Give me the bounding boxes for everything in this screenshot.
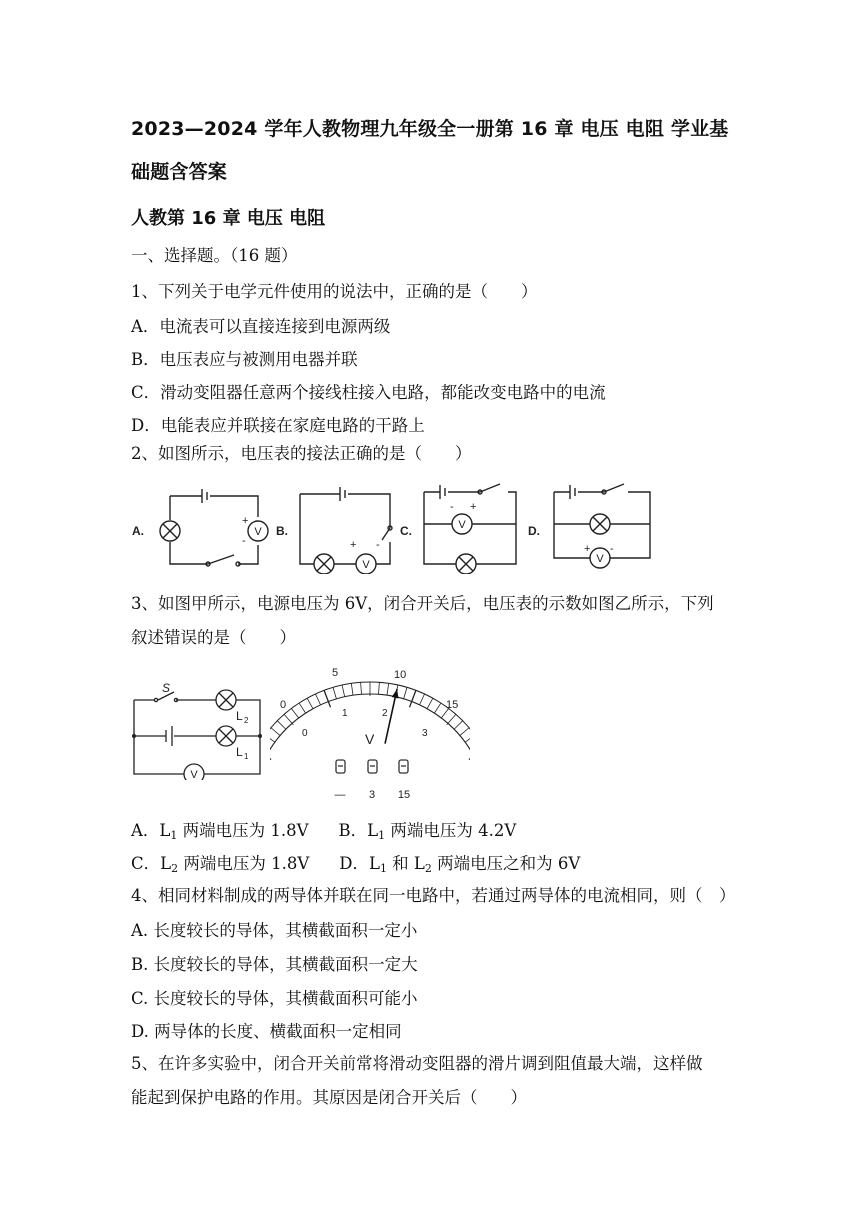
lamp-l1-subscript: 1 [244, 752, 249, 761]
question-5-stem-line2: 能起到保护电路的作用。其原因是闭合开关后（ ） [131, 1088, 527, 1107]
dial-tick [387, 683, 389, 695]
dial-outer-label-0: 0 [280, 699, 287, 711]
lamp-l1-label: L [236, 745, 243, 759]
question-4-option-a: A. 长度较长的导体，其横截面积一定小 [131, 921, 418, 940]
circuit-c [424, 484, 516, 574]
dial-inner-label-0: 0 [302, 728, 308, 739]
question-3-option-a: A．$L_1$ 两端电压为 1.8V [131, 821, 309, 842]
dial-inner-label-3: 3 [422, 728, 428, 739]
meter-c-plus: + [470, 501, 477, 513]
dial-tick [379, 682, 380, 694]
dial-tick [454, 721, 463, 729]
circuit-a [160, 489, 268, 566]
question-1-option-b: B．电压表应与被测用电器并联 [131, 350, 358, 369]
dial-outer-label-5: 5 [332, 667, 339, 679]
dial-scale-arc [270, 694, 470, 757]
dial-tick [291, 708, 298, 718]
lamp-l2-subscript: 2 [244, 716, 249, 725]
meter-d-symbol: V [596, 553, 604, 565]
meter-a-plus: + [242, 515, 249, 527]
dial-tick [315, 694, 320, 705]
question-3-stem-line2: 叙述错误的是（ ） [131, 628, 296, 647]
question-2-stem: 2、如图所示，电压表的接法正确的是（ ） [131, 444, 472, 463]
dial-meter-letter: V [365, 731, 375, 747]
dial-tick [460, 728, 469, 736]
question-4-option-c: C. 长度较长的导体，其横截面积可能小 [131, 989, 418, 1008]
meter-a-minus: - [242, 535, 246, 547]
meter-c-symbol: V [458, 519, 466, 531]
question-3-options-row2 [131, 853, 580, 880]
dial-tick [284, 714, 293, 725]
dial-tick [410, 690, 416, 707]
question-3-options-row1 [131, 820, 516, 847]
meter-b-minus: - [376, 539, 380, 551]
terminal-3v: 3 [368, 789, 376, 801]
question-3-option-d: D．$L_1$ 和 $L_2$ 两端电压之和为 6V [339, 854, 581, 875]
question-3-stem-line1: 3、如图甲所示，电源电压为 6V，闭合开关后，电压表的示数如图乙所示，下列 [131, 594, 714, 613]
dial-tick [427, 698, 433, 709]
question-4-stem: 4、相同材料制成的两导体并联在同一电路中，若通过两导体的电流相同，则（ ） [131, 886, 736, 905]
dial-tick [299, 703, 306, 713]
question-4-option-d: D. 两导体的长度、横截面积一定相同 [131, 1022, 402, 1041]
dial-tick [270, 751, 271, 759]
question-1-option-d: D．电能表应并联接在家庭电路的干路上 [131, 416, 425, 435]
question-3-option-c: C．$L_2$ 两端电压为 1.8V [131, 854, 310, 875]
figure-label-a: A. [132, 524, 144, 538]
dial-scale-ticks [270, 682, 470, 759]
dial-tick [351, 683, 353, 695]
dial-inner-label-1: 1 [342, 708, 348, 719]
question-1-option-c: C．滑动变阻器任意两个接线柱接入电路，都能改变电路中的电流 [131, 383, 606, 402]
figure-label-d: D. [528, 524, 540, 538]
terminal-negative: — [334, 789, 346, 801]
question-2-figure [128, 482, 660, 574]
dial-tick [434, 703, 441, 713]
dial-tick [342, 685, 345, 697]
dial-outer-label-10: 10 [394, 669, 407, 681]
meter-b-plus: + [350, 539, 357, 551]
meter-terminals [336, 760, 408, 773]
lamp-l2-label: L [236, 709, 243, 723]
document-title-line2: 础题含答案 [131, 161, 228, 183]
voltmeter-dial-figure [270, 662, 470, 804]
figure-label-c: C. [400, 524, 412, 538]
circuit-meter-symbol: V [190, 769, 198, 780]
question-1-option-a: A．电流表可以直接连接到电源两级 [131, 317, 391, 336]
dial-tick [361, 682, 362, 694]
question-3-option-b: B．$L_1$ 两端电压为 4.2V [338, 821, 517, 842]
dial-tick [404, 687, 407, 699]
question-3-circuit-figure [128, 680, 264, 780]
dial-tick [447, 714, 456, 725]
figure-label-b: B. [276, 524, 288, 538]
dial-outer-label-15: 15 [446, 699, 459, 711]
question-4-option-b: B. 长度较长的导体，其横截面积一定大 [131, 955, 418, 974]
meter-d-minus: - [610, 543, 614, 555]
section-heading: 一、选择题。（16 题） [131, 246, 298, 265]
meter-b-symbol: V [362, 559, 370, 571]
document-title-line1: 2023—2024 学年人教物理九年级全一册第 16 章 电压 电阻 学业基 [131, 118, 729, 140]
dial-tick [333, 687, 336, 699]
switch-label: S [162, 681, 171, 695]
circuit-b [300, 487, 392, 574]
terminal-15v: 15 [397, 789, 411, 801]
dial-tick [419, 694, 424, 705]
dial-tick [469, 751, 470, 759]
question-1-stem: 1、下列关于电学元件使用的说法中，正确的是（ ） [131, 282, 538, 301]
meter-c-minus: - [450, 501, 454, 513]
dial-tick [271, 728, 280, 736]
dial-tick [324, 690, 330, 707]
chapter-heading: 人教第 16 章 电压 电阻 [131, 208, 326, 229]
dial-tick [277, 721, 286, 729]
meter-a-symbol: V [254, 526, 262, 538]
dial-tick [465, 735, 470, 742]
dial-inner-label-2: 2 [382, 708, 388, 719]
dial-tick [307, 698, 313, 709]
meter-d-plus: + [584, 543, 591, 555]
dial-tick [270, 735, 275, 742]
question-5-stem-line1: 5、在许多实验中，闭合开关前常将滑动变阻器的滑片调到阻值最大端，这样做 [131, 1054, 703, 1073]
